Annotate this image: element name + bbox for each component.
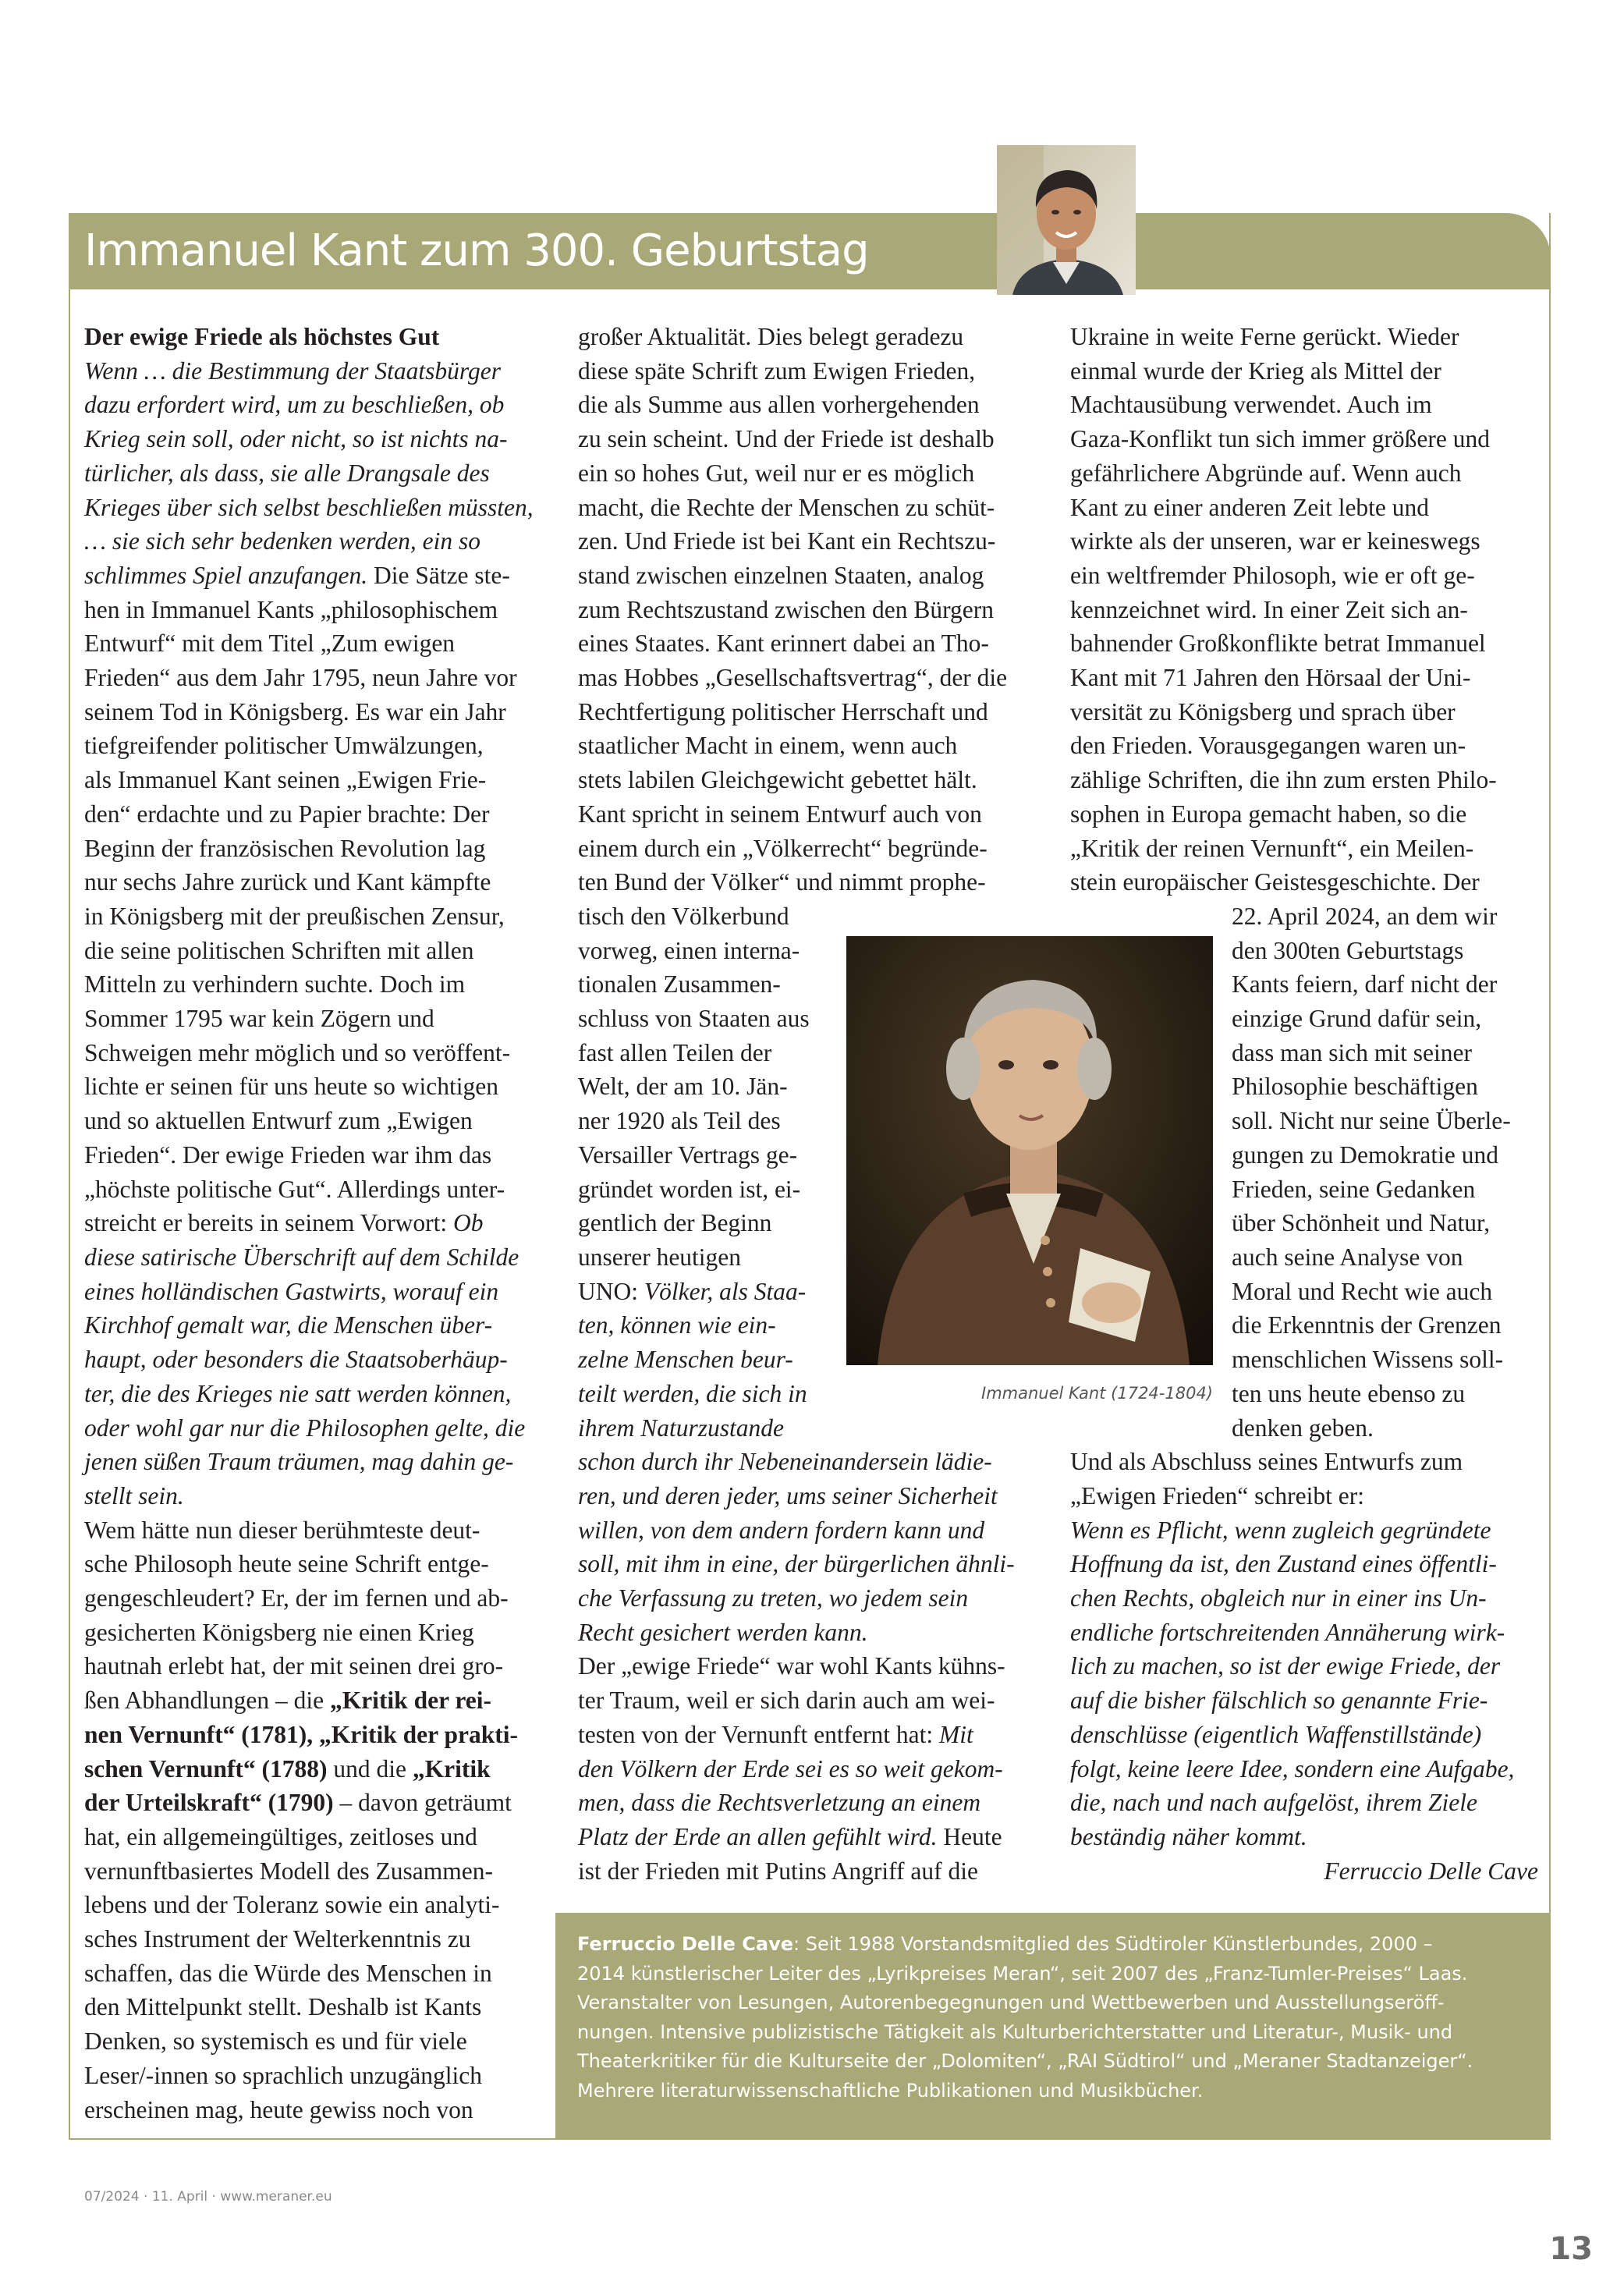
text-span: zen. Und Friede ist bei Kant ein Rechtszu- bbox=[578, 527, 996, 555]
text-span: ten uns heute ebenso zu bbox=[1232, 1379, 1466, 1407]
text-span: nur sechs Jahre zurück und Kant kämpfte bbox=[84, 868, 491, 896]
column-1 bbox=[84, 320, 552, 2127]
text-span: lebens und der Toleranz sowie ein analyti- bbox=[84, 1891, 500, 1919]
author-photo bbox=[997, 145, 1136, 295]
text-line bbox=[84, 797, 552, 832]
text-line bbox=[84, 388, 552, 422]
text-span: ner 1920 als Teil des bbox=[578, 1107, 781, 1135]
text-line bbox=[84, 1308, 552, 1343]
text-line bbox=[578, 763, 1046, 797]
text-span: diese satirische Überschrift auf dem Schilde bbox=[84, 1243, 519, 1271]
text-span: erscheinen mag, heute gewiss noch von bbox=[84, 2095, 473, 2123]
text-line bbox=[578, 491, 1046, 525]
text-span: Wem hätte nun dieser berühmteste deut- bbox=[84, 1516, 480, 1544]
text-span: Philosophie beschäftigen bbox=[1232, 1073, 1478, 1101]
text-span: schaffen, das die Würde des Menschen in bbox=[84, 1959, 492, 1987]
text-line bbox=[578, 559, 1046, 593]
text-line bbox=[1070, 1445, 1538, 1479]
header-bar bbox=[69, 213, 1551, 289]
text-span: stand zwischen einzelnen Staaten, analog bbox=[578, 561, 984, 589]
text-line bbox=[84, 1479, 552, 1513]
text-line bbox=[578, 1445, 1046, 1479]
text-span: „Kritik der reinen Vernunft“, ein Meilen- bbox=[1070, 834, 1474, 862]
text-line bbox=[84, 491, 552, 525]
text-span: dass man sich mit seiner bbox=[1232, 1038, 1472, 1066]
text-span: Die Sätze ste- bbox=[367, 561, 510, 589]
text-line bbox=[84, 1616, 552, 1650]
text-line bbox=[578, 1616, 1046, 1650]
text-line bbox=[84, 1275, 552, 1309]
text-line bbox=[1070, 1479, 1538, 1513]
text-span: tiefgreifender politischer Umwälzungen, bbox=[84, 732, 484, 760]
text-span: denken geben. bbox=[1232, 1414, 1374, 1442]
text-span: Moral und Recht wie auch bbox=[1232, 1277, 1493, 1305]
text-span: Machtausübung verwendet. Auch im bbox=[1070, 391, 1432, 419]
text-span: denschlüsse (eigentlich Waffenstillstände) bbox=[1070, 1720, 1482, 1748]
text-span: zum Rechtszustand zwischen den Bürgern bbox=[578, 595, 995, 623]
text-line bbox=[1070, 1581, 1538, 1616]
text-line bbox=[1070, 1513, 1538, 1548]
text-span: „Kritik bbox=[406, 1754, 491, 1783]
text-line bbox=[578, 832, 1046, 866]
text-span: „Kritik der rei- bbox=[324, 1687, 491, 1715]
text-line bbox=[578, 1411, 1046, 1446]
text-span: einmal wurde der Krieg als Mittel der bbox=[1070, 357, 1441, 385]
bio-line: nungen. Intensive publizistische Tätigkeit als Kulturberichterstatter und Literatur-, Musik- und bbox=[577, 2020, 1453, 2043]
text-span: auch seine Analyse von bbox=[1232, 1243, 1463, 1271]
text-span: Ukraine in weite Ferne gerückt. Wieder bbox=[1070, 323, 1459, 350]
text-span: die, nach und nach aufgelöst, ihrem Ziele bbox=[1070, 1789, 1477, 1817]
text-line bbox=[84, 1786, 552, 1820]
text-line bbox=[84, 1104, 552, 1138]
text-span: ter Traum, weil er sich darin auch am wei- bbox=[578, 1687, 995, 1715]
text-span: sche Philosoph heute seine Schrift entge- bbox=[84, 1550, 489, 1578]
text-line bbox=[1070, 1649, 1538, 1683]
text-line bbox=[578, 388, 1046, 422]
text-span: Frieden, seine Gedanken bbox=[1232, 1175, 1476, 1203]
text-line bbox=[578, 524, 1046, 559]
text-span: hautnah erlebt hat, der mit seinen drei gro- bbox=[84, 1652, 504, 1680]
text-span: der Urteilskraft“ (1790) bbox=[84, 1789, 334, 1817]
text-line bbox=[578, 354, 1046, 388]
portrait-caption: Immanuel Kant (1724-1804) bbox=[981, 1384, 1213, 1403]
text-span: vernunftbasiertes Modell des Zusammen- bbox=[84, 1857, 493, 1885]
text-span: „Ewigen Frieden“ schreibt er: bbox=[1070, 1481, 1364, 1509]
text-line bbox=[84, 1513, 552, 1548]
text-span: stellt sein. bbox=[84, 1481, 184, 1509]
text-line bbox=[84, 1138, 552, 1172]
text-line bbox=[578, 1786, 1046, 1820]
text-span: hen in Immanuel Kants „philosophischem bbox=[84, 595, 498, 623]
text-line bbox=[578, 661, 1046, 695]
text-span: gefährlichere Abgründe auf. Wenn auch bbox=[1070, 459, 1462, 487]
text-line bbox=[578, 1649, 1046, 1683]
text-span: Schweigen mehr möglich und so veröffent- bbox=[84, 1038, 511, 1066]
text-span: stein europäischer Geistesgeschichte. Der bbox=[1070, 868, 1480, 896]
bio-author-name: Ferruccio Delle Cave bbox=[577, 1933, 793, 1955]
text-line bbox=[84, 559, 552, 593]
text-span: schen Vernunft“ (1788) bbox=[84, 1754, 328, 1783]
text-line bbox=[1070, 593, 1538, 627]
text-line bbox=[1070, 1752, 1538, 1786]
text-span: und so aktuellen Entwurf zum „Ewigen bbox=[84, 1107, 473, 1135]
text-line bbox=[578, 1581, 1046, 1616]
text-line bbox=[578, 422, 1046, 456]
text-line bbox=[84, 763, 552, 797]
text-span: sches Instrument der Welterkenntnis zu bbox=[84, 1925, 471, 1953]
text-span: einzige Grund dafür sein, bbox=[1232, 1005, 1482, 1033]
text-line bbox=[84, 1240, 552, 1275]
text-span: gründet worden ist, ei- bbox=[578, 1175, 801, 1203]
text-line bbox=[84, 934, 552, 968]
text-span: schluss von Staaten aus bbox=[578, 1005, 810, 1033]
text-span: Mit bbox=[933, 1720, 973, 1748]
text-span: nen Vernunft“ (1781), „Kritik der prakti- bbox=[84, 1720, 518, 1748]
text-span: kennzeichnet wird. In einer Zeit sich an- bbox=[1070, 595, 1468, 623]
text-span: Kirchhof gemalt war, die Menschen über- bbox=[84, 1311, 493, 1339]
text-span: Gaza-Konflikt tun sich immer größere und bbox=[1070, 425, 1490, 453]
text-span: in Königsberg mit der preußischen Zensur, bbox=[84, 902, 505, 930]
text-line bbox=[578, 1820, 1046, 1854]
text-line bbox=[578, 320, 1046, 354]
text-span: Der „ewige Friede“ war wohl Kants kühns- bbox=[578, 1652, 1005, 1680]
text-line bbox=[84, 1411, 552, 1446]
text-line bbox=[84, 626, 552, 661]
text-span: – davon geträumt bbox=[333, 1789, 512, 1817]
text-line bbox=[578, 1752, 1046, 1786]
text-span: tionalen Zusammen- bbox=[578, 970, 781, 999]
text-line bbox=[84, 2093, 552, 2127]
text-line bbox=[1070, 865, 1538, 899]
text-line bbox=[1070, 456, 1538, 491]
issue-info: 07/2024 · 11. April · www.meraner.eu bbox=[84, 2189, 332, 2205]
text-span: teilt werden, die sich in bbox=[578, 1379, 807, 1407]
text-line bbox=[84, 422, 552, 456]
text-line bbox=[84, 1718, 552, 1752]
text-span: auf die bisher fälschlich so genannte Frie- bbox=[1070, 1687, 1488, 1715]
text-line bbox=[578, 456, 1046, 491]
text-line bbox=[578, 1547, 1046, 1581]
page-number: 13 bbox=[1549, 2231, 1593, 2267]
bio-line: Theaterkritiker für die Kulturseite der „Dolomiten“, „RAI Südtirol“ und „Meraner Stadtanzeiger“. bbox=[577, 2050, 1473, 2072]
text-span: diese späte Schrift zum Ewigen Frieden, bbox=[578, 357, 976, 385]
text-span: unserer heutigen bbox=[578, 1243, 742, 1271]
text-line bbox=[84, 1036, 552, 1070]
text-span: Krieg sein soll, oder nicht, so ist nichts na- bbox=[84, 425, 508, 453]
text-line bbox=[1070, 422, 1538, 456]
text-span: Völker, als Staa- bbox=[638, 1277, 807, 1305]
text-line bbox=[1070, 729, 1538, 763]
text-line bbox=[578, 729, 1046, 763]
text-span: versität zu Königsberg und sprach über bbox=[1070, 697, 1456, 725]
bio-line: Veranstalter von Lesungen, Autorenbegegnungen und Wettbewerben und Ausstellungseröff- bbox=[577, 1992, 1445, 2013]
text-span: „höchste politische Gut“. Allerdings unter- bbox=[84, 1175, 505, 1203]
text-line bbox=[578, 1683, 1046, 1718]
text-line bbox=[84, 899, 552, 934]
text-line bbox=[84, 1343, 552, 1377]
text-span: Welt, der am 10. Jän- bbox=[578, 1073, 788, 1101]
text-span: lich zu machen, so ist der ewige Friede, der bbox=[1070, 1652, 1501, 1680]
text-span: Sommer 1795 war kein Zögern und bbox=[84, 1005, 434, 1033]
text-span: endliche fortschreitenden Annäherung wirk- bbox=[1070, 1618, 1505, 1646]
author-bio bbox=[555, 1913, 1551, 2140]
text-span: menschlichen Wissens soll- bbox=[1232, 1346, 1504, 1374]
text-span: Krieges über sich selbst beschließen müssten, bbox=[84, 493, 534, 521]
text-line bbox=[84, 1070, 552, 1104]
text-span: die seine politischen Schriften mit allen bbox=[84, 936, 474, 964]
text-span: Rechtfertigung politischer Herrschaft und bbox=[578, 697, 988, 725]
text-span: den 300ten Geburtstags bbox=[1232, 936, 1464, 964]
text-line bbox=[84, 593, 552, 627]
text-line bbox=[578, 1718, 1046, 1752]
text-line bbox=[84, 967, 552, 1002]
text-span: chen Rechts, obgleich nur in einer ins Un- bbox=[1070, 1584, 1487, 1612]
text-line bbox=[1070, 1683, 1538, 1718]
article-signature: Ferruccio Delle Cave bbox=[1324, 1857, 1538, 1885]
text-span: Frieden“. Der ewige Frieden war ihm das bbox=[84, 1140, 492, 1169]
text-span: … sie sich sehr bedenken werden, ein so bbox=[84, 527, 480, 555]
text-line bbox=[84, 2059, 552, 2093]
text-span: Frieden“ aus dem Jahr 1795, neun Jahre vor bbox=[84, 664, 517, 692]
kant-portrait bbox=[846, 936, 1213, 1365]
text-span: Platz der Erde an allen gefühlt wird. bbox=[578, 1822, 938, 1850]
text-line bbox=[1070, 1411, 1538, 1446]
text-line bbox=[84, 354, 552, 388]
text-line bbox=[1070, 695, 1538, 729]
text-line bbox=[578, 626, 1046, 661]
text-span: folgt, keine leere Idee, sondern eine Aufgabe, bbox=[1070, 1754, 1515, 1783]
text-line bbox=[1070, 1786, 1538, 1820]
text-line bbox=[578, 593, 1046, 627]
text-span: schlimmes Spiel anzufangen. bbox=[84, 561, 368, 589]
text-line bbox=[1070, 797, 1538, 832]
section-heading: Der ewige Friede als höchstes Gut bbox=[84, 323, 440, 350]
text-span: streicht er bereits in seinem Vorwort: bbox=[84, 1209, 448, 1237]
text-line bbox=[578, 1479, 1046, 1513]
text-line bbox=[84, 1172, 552, 1207]
text-span: UNO: bbox=[578, 1277, 638, 1305]
text-span: den“ erdachte und zu Papier brachte: Der bbox=[84, 800, 490, 828]
text-line bbox=[578, 1513, 1046, 1548]
text-span: Kants feiern, darf nicht der bbox=[1232, 970, 1498, 999]
text-span: vorweg, einen interna- bbox=[578, 936, 800, 964]
text-span: fast allen Teilen der bbox=[578, 1038, 772, 1066]
text-span: zelne Menschen beur- bbox=[578, 1346, 793, 1374]
text-span: Versailler Vertrags ge- bbox=[578, 1140, 798, 1169]
text-span: Wenn … die Bestimmung der Staatsbürger bbox=[84, 357, 502, 385]
text-span: ist der Frieden mit Putins Angriff auf die bbox=[578, 1857, 978, 1885]
text-span: Mitteln zu verhindern suchte. Doch im bbox=[84, 970, 466, 999]
text-line bbox=[1070, 320, 1538, 354]
text-span: den Frieden. Vorausgegangen waren un- bbox=[1070, 732, 1466, 760]
text-span: Hoffnung da ist, den Zustand eines öffentli- bbox=[1070, 1550, 1497, 1578]
text-line bbox=[1070, 524, 1538, 559]
text-line bbox=[578, 1854, 1046, 1889]
text-line bbox=[578, 899, 1046, 934]
text-span: die als Summe aus allen vorhergehenden bbox=[578, 391, 980, 419]
text-line bbox=[84, 1649, 552, 1683]
text-span: Kant spricht in seinem Entwurf auch von bbox=[578, 800, 982, 828]
text-line bbox=[84, 2024, 552, 2059]
text-span: über Schönheit und Natur, bbox=[1232, 1209, 1491, 1237]
text-line bbox=[1070, 1820, 1538, 1854]
text-span: zählige Schriften, die ihn zum ersten Philo- bbox=[1070, 766, 1497, 794]
text-line bbox=[84, 1547, 552, 1581]
text-line bbox=[84, 1990, 552, 2024]
text-span: ein so hohes Gut, weil nur er es möglich bbox=[578, 459, 975, 487]
text-line bbox=[1070, 832, 1538, 866]
text-span: Leser/-innen so sprachlich unzugänglich bbox=[84, 2061, 482, 2089]
text-line bbox=[84, 1888, 552, 1922]
bio-line: Mehrere literaturwissenschaftliche Publikationen und Musikbücher. bbox=[577, 2079, 1204, 2102]
text-line bbox=[84, 1820, 552, 1854]
text-line bbox=[1070, 1547, 1538, 1581]
text-span: macht, die Rechte der Menschen zu schüt- bbox=[578, 493, 995, 521]
text-span: Beginn der französischen Revolution lag bbox=[84, 834, 486, 862]
text-line bbox=[1070, 899, 1538, 934]
text-span: sophen in Europa gemacht haben, so die bbox=[1070, 800, 1467, 828]
text-span: bahnender Großkonflikte betrat Immanuel bbox=[1070, 630, 1486, 658]
text-span: Ob bbox=[447, 1209, 484, 1237]
text-span: den Mittelpunkt stellt. Deshalb ist Kants bbox=[84, 1993, 482, 2021]
text-line bbox=[84, 456, 552, 491]
text-span: gentlich der Beginn bbox=[578, 1209, 772, 1237]
text-span: ter, die des Krieges nie satt werden können, bbox=[84, 1379, 512, 1407]
text-span: den Völkern der Erde sei es so weit gekom- bbox=[578, 1754, 1003, 1783]
text-line bbox=[84, 1683, 552, 1718]
text-line bbox=[84, 832, 552, 866]
text-span: lichte er seinen für uns heute so wichtigen bbox=[84, 1073, 498, 1101]
text-line bbox=[84, 661, 552, 695]
text-span: ßen Abhandlungen – die bbox=[84, 1687, 324, 1715]
text-line bbox=[1070, 559, 1538, 593]
text-line bbox=[84, 729, 552, 763]
text-span: ren, und deren jeder, ums seiner Sicherheit bbox=[578, 1481, 998, 1509]
text-span: eines Staates. Kant erinnert dabei an Tho- bbox=[578, 630, 989, 658]
text-line bbox=[84, 1445, 552, 1479]
text-span: gesicherten Königsberg nie einen Krieg bbox=[84, 1618, 474, 1646]
text-span: die Erkenntnis der Grenzen bbox=[1232, 1311, 1502, 1339]
text-span: eines holländischen Gastwirts, worauf ein bbox=[84, 1277, 499, 1305]
text-span: Wenn es Pflicht, wenn zugleich gegründete bbox=[1070, 1516, 1491, 1544]
text-line bbox=[1070, 661, 1538, 695]
text-line bbox=[1070, 763, 1538, 797]
text-line bbox=[84, 1206, 552, 1240]
text-span: gengeschleudert? Er, der im fernen und ab- bbox=[84, 1584, 509, 1612]
text-span: Entwurf“ mit dem Titel „Zum ewigen bbox=[84, 630, 456, 658]
text-line bbox=[84, 1002, 552, 1036]
text-line bbox=[84, 865, 552, 899]
text-line bbox=[84, 524, 552, 559]
text-line bbox=[1070, 626, 1538, 661]
text-line bbox=[84, 1956, 552, 1991]
text-line bbox=[84, 1752, 552, 1786]
text-span: und die bbox=[327, 1754, 407, 1783]
text-span: dazu erfordert wird, um zu beschließen, ob bbox=[84, 391, 505, 419]
text-span: Recht gesichert werden kann. bbox=[578, 1618, 868, 1646]
text-span: soll, mit ihm in eine, der bürgerlichen ähnli- bbox=[578, 1550, 1015, 1578]
text-span: willen, von dem andern fordern kann und bbox=[578, 1516, 985, 1544]
text-span: türlicher, als dass, sie alle Drangsale des bbox=[84, 459, 490, 487]
text-line bbox=[84, 695, 552, 729]
text-line bbox=[84, 1581, 552, 1616]
text-line bbox=[1070, 491, 1538, 525]
bio-first-line: : Seit 1988 Vorstandsmitglied des Südtiroler Künstlerbundes, 2000 – bbox=[793, 1933, 1433, 1955]
text-span: oder wohl gar nur die Philosophen gelte, die bbox=[84, 1414, 526, 1442]
text-span: schon durch ihr Nebeneinandersein lädie- bbox=[578, 1448, 992, 1476]
text-line bbox=[578, 865, 1046, 899]
text-span: gungen zu Demokratie und bbox=[1232, 1140, 1499, 1169]
text-span: großer Aktualität. Dies belegt geradezu bbox=[578, 323, 964, 350]
text-span: Heute bbox=[937, 1822, 1002, 1850]
text-span: Kant mit 71 Jahren den Hörsaal der Uni- bbox=[1070, 664, 1471, 692]
text-span: zu sein scheint. Und der Friede ist deshalb bbox=[578, 425, 995, 453]
text-span: als Immanuel Kant seinen „Ewigen Frie- bbox=[84, 766, 487, 794]
text-span: ein weltfremder Philosoph, wie er oft ge- bbox=[1070, 561, 1475, 589]
text-line bbox=[578, 797, 1046, 832]
text-span: tisch den Völkerbund bbox=[578, 902, 789, 930]
text-line bbox=[1070, 1616, 1538, 1650]
text-span: ten Bund der Völker“ und nimmt prophe- bbox=[578, 868, 986, 896]
article-title: Immanuel Kant zum 300. Geburtstag bbox=[84, 225, 869, 276]
text-span: Denken, so systemisch es und für viele bbox=[84, 2027, 467, 2056]
text-line bbox=[1070, 388, 1538, 422]
text-span: hat, ein allgemeingültiges, zeitloses und bbox=[84, 1822, 477, 1850]
text-span: staatlicher Macht in einem, wenn auch bbox=[578, 732, 958, 760]
text-span: men, dass die Rechtsverletzung an einem bbox=[578, 1789, 981, 1817]
text-line bbox=[84, 1377, 552, 1411]
text-line bbox=[1070, 1718, 1538, 1752]
text-span: mas Hobbes „Gesellschaftsvertrag“, der die bbox=[578, 664, 1008, 692]
text-span: soll. Nicht nur seine Überle- bbox=[1232, 1107, 1511, 1135]
text-span: stets labilen Gleichgewicht gebettet hält. bbox=[578, 766, 977, 794]
text-span: ten, können wie ein- bbox=[578, 1311, 776, 1339]
text-span: testen von der Vernunft entfernt hat: bbox=[578, 1720, 934, 1748]
text-span: seinem Tod in Königsberg. Es war ein Jahr bbox=[84, 697, 506, 725]
text-line bbox=[84, 1854, 552, 1889]
text-span: Und als Abschluss seines Entwurfs zum bbox=[1070, 1448, 1463, 1476]
text-span: wirkte als der unseren, war er keineswegs bbox=[1070, 527, 1480, 555]
text-span: jenen süßen Traum träumen, mag dahin ge- bbox=[84, 1448, 514, 1476]
text-line bbox=[578, 695, 1046, 729]
text-span: haupt, oder besonders die Staatsoberhäup- bbox=[84, 1346, 508, 1374]
bio-line: 2014 künstlerischer Leiter des „Lyrikpreises Meran“, seit 2007 des „Franz-Tumler-Preises“ Laas. bbox=[577, 1962, 1468, 1985]
text-line bbox=[1070, 354, 1538, 388]
text-span: beständig näher kommt. bbox=[1070, 1822, 1307, 1850]
text-span: Kant zu einer anderen Zeit lebte und bbox=[1070, 493, 1430, 521]
text-span: einem durch ein „Völkerrecht“ begründe- bbox=[578, 834, 988, 862]
text-span: che Verfassung zu treten, wo jedem sein bbox=[578, 1584, 969, 1612]
text-span: 22. April 2024, an dem wir bbox=[1232, 902, 1498, 930]
text-span: ihrem Naturzustande bbox=[578, 1414, 784, 1442]
text-line bbox=[84, 1922, 552, 1956]
